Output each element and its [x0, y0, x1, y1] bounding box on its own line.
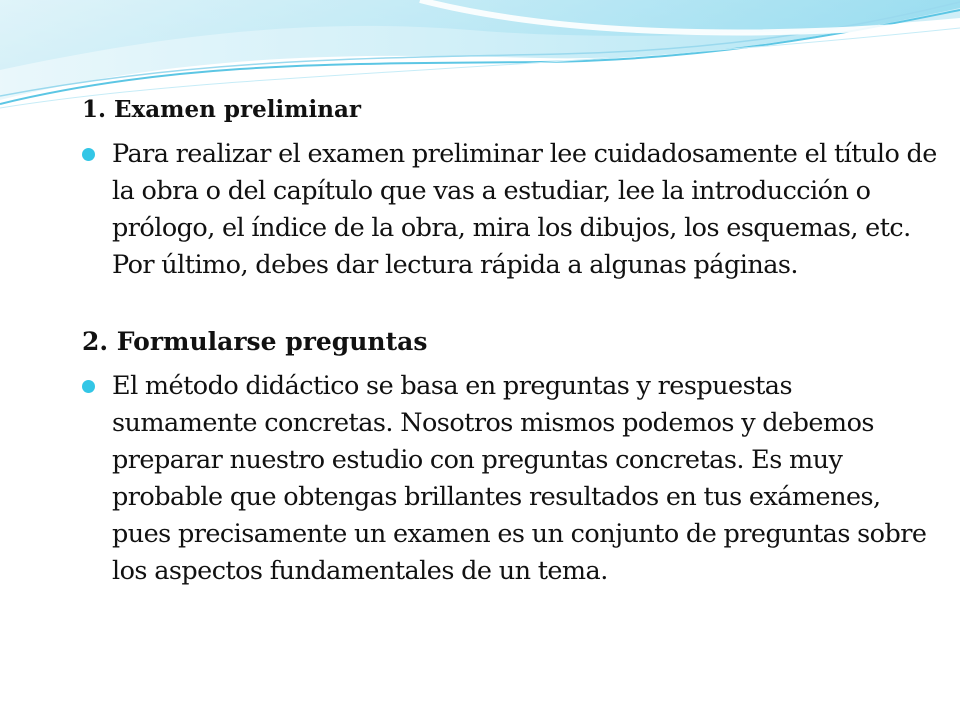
bullet-paragraph-2 [82, 368, 942, 590]
bullet-text-1: Para realizar el examen preliminar lee cuidadosamente el título de la obra o del capítulo que vas a estudiar, lee la introducción o prólogo, el índice de la obra, mira los dibujos, los esquemas, etc. Por último, debes dar lectura rápida a algunas páginas. [112, 139, 937, 280]
section-heading-1: 1. Examen preliminar [82, 96, 361, 123]
bullet-dot-icon [82, 380, 95, 393]
bullet-paragraph-1 [82, 136, 942, 284]
bullet-dot-icon [82, 148, 95, 161]
section-heading-2: 2. Formularse preguntas [82, 327, 428, 356]
bullet-text-2: El método didáctico se basa en preguntas y respuestas sumamente concretas. Nosotros mismos podemos y debemos preparar nuestro estudio con preguntas concretas. Es muy probable que obtengas brillantes resultados en tus exámenes, pues precisamente un examen es un conjunto de preguntas sobre los aspectos fundamentales de un tema. [112, 371, 927, 586]
slide-content [82, 92, 942, 590]
